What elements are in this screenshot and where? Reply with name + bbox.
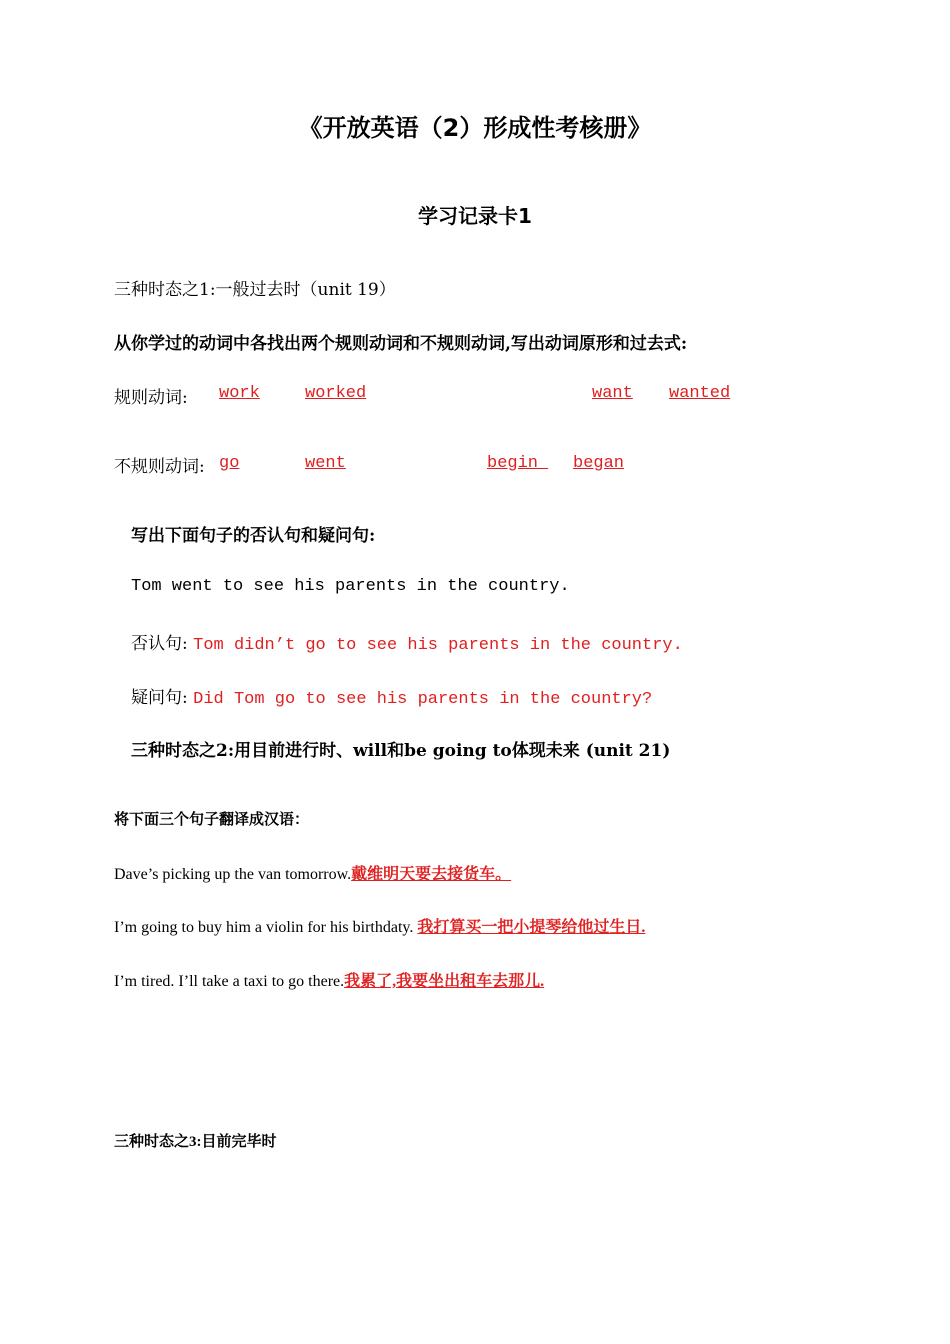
translation-english-1: Dave’s picking up the van tomorrow. xyxy=(114,866,352,883)
section2-heading: 三种时态之2:用目前进行时、will和be going to体现未来 (unit 21) xyxy=(131,741,671,761)
regular-verb-base-2: want xyxy=(592,384,633,403)
question-label: 疑问句: xyxy=(131,688,188,708)
irregular-verb-past-1: went xyxy=(305,454,346,473)
question-sentence-row xyxy=(131,683,652,709)
irregular-verb-base-1: go xyxy=(219,454,240,473)
irregular-verbs-label: 不规则动词: xyxy=(114,457,205,477)
question-answer: Did Tom go to see his parents in the country? xyxy=(193,690,653,709)
translation-answer-1: 戴维明天要去接货车。 xyxy=(351,866,512,883)
section1-instruction: 从你学过的动词中各找出两个规则动词和不规则动词,写出动词原形和过去式: xyxy=(114,334,688,354)
translation-answer-3: 我累了,我要坐出租车去那儿. xyxy=(344,973,545,990)
document-title: 《开放英语（2）形成性考核册》 xyxy=(298,114,652,142)
translation-english-2: I’m going to buy him a violin for his birthdaty. xyxy=(114,919,418,936)
section3-heading-prefix: 三种时态之 xyxy=(114,1132,190,1150)
regular-verb-past-1: worked xyxy=(305,384,367,403)
irregular-verb-base-2: begin xyxy=(487,454,549,473)
negation-question-instruction: 写出下面句子的否认句和疑问句: xyxy=(131,526,376,546)
translation-item-3 xyxy=(114,968,544,991)
source-sentence: Tom went to see his parents in the country. xyxy=(131,577,570,596)
irregular-verb-past-2: began xyxy=(573,454,625,473)
negative-label: 否认句: xyxy=(131,634,188,654)
regular-verb-past-2: wanted xyxy=(669,384,731,403)
section3-heading xyxy=(114,1130,277,1151)
section3-heading-number: 3: xyxy=(189,1134,202,1150)
section3-heading-suffix: 目前完毕时 xyxy=(201,1132,277,1150)
record-card-title: 学习记录卡1 xyxy=(418,204,532,228)
regular-verb-base-1: work xyxy=(219,384,260,403)
translation-english-3: I’m tired. I’ll take a taxi to go there. xyxy=(114,973,345,990)
translation-answer-2: 我打算买一把小提琴给他过生日. xyxy=(417,919,646,936)
translation-item-2 xyxy=(114,914,645,937)
section1-heading: 三种时态之1:一般过去时（unit 19） xyxy=(114,280,396,300)
translation-item-1 xyxy=(114,861,511,884)
negative-answer: Tom didn’t go to see his parents in the country. xyxy=(193,636,683,655)
regular-verbs-label: 规则动词: xyxy=(114,388,188,408)
section2-instruction: 将下面三个句子翻译成汉语： xyxy=(114,810,310,828)
negative-sentence-row xyxy=(131,629,683,655)
